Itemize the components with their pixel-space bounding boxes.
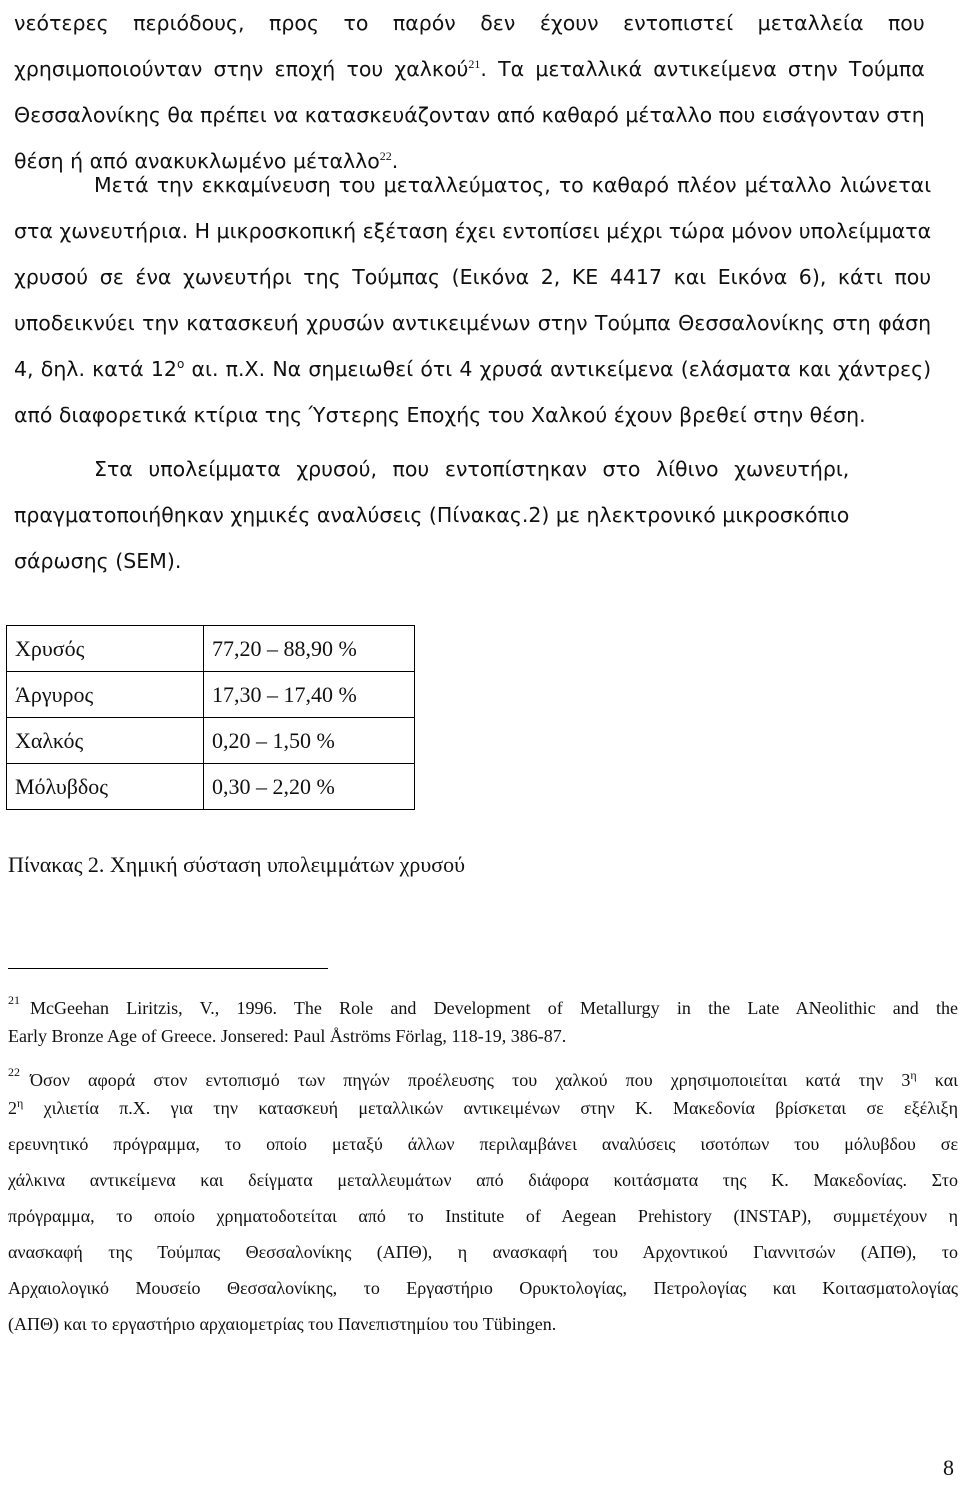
text-line: από διαφορετικά κτίρια της Ύστερης Εποχής του Χαλκού έχουν βρεθεί στην θέση. [14,403,866,427]
range-cell: 0,30 – 2,20 % [204,764,415,810]
text-line: υποδεικνύει την κατασκευή χρυσών αντικειμένων στην Τούμπα Θεσσαλονίκης στη φάση [14,311,932,335]
text-line: θέση ή από ανακυκλωμένο μέταλλο$^{22}$. [14,149,399,173]
footnote-22-line: ανασκαφή της Τούμπας Θεσσαλονίκης (ΑΠΘ), η ανασκαφή του Αρχοντικού Γιαννιτσών (ΑΠΘ), το [8,1242,958,1262]
text-line: Μετά την εκκαμίνευση του μεταλλεύματος, το καθαρό πλέον μέταλλο λιώνεται [94,173,932,197]
text-line: Θεσσαλονίκης θα πρέπει να κατασκευάζονταν από καθαρό μέταλλο που εισάγονταν στη [14,103,925,127]
text-line: χρυσού σε ένα χωνευτήρι της Τούμπας (Εικόνα 2, ΚΕ 4417 και Εικόνα 6), κάτι που [14,265,932,289]
element-cell: Χαλκός [7,718,204,764]
paragraph-1 [14,0,925,184]
footnote-22-line: χάλκινα αντικείμενα και δείγματα μεταλλευμάτων από διάφορα κοιτάσματα της Κ. Μακεδονίας. Στο [8,1170,958,1190]
text-line: πραγματοποιήθηκαν χημικές αναλύσεις (Πίνακας.2) με ηλεκτρονικό μικροσκόπιο [14,503,850,527]
text-line: χρησιμοποιούνταν στην εποχή του χαλκού$^{21}$. Τα μεταλλικά αντικείμενα στην Τούμπα [14,57,925,81]
range-cell: 77,20 – 88,90 % [204,626,415,672]
text-line: 4, δηλ. κατά $12^o$ αι. π.Χ. Να σημειωθεί ότι 4 χρυσά αντικείμενα (ελάσματα και χάντρες) [14,357,932,381]
table-row [7,672,415,718]
footnote-mark: 21 [8,993,20,1007]
footnote-22-line: (ΑΠΘ) και το εργαστήριο αρχαιομετρίας του Πανεπιστημίου του Tübingen. [8,1314,557,1334]
element-cell: Άργυρος [7,672,204,718]
text-line: νεότερες περιόδους, προς το παρόν δεν έχουν εντοπιστεί μεταλλεία που [14,11,925,35]
footnote-21-line: Early Bronze Age of Greece. Jonsered: Paul Åströms Förlag, 118-19, 386-87. [8,1026,567,1046]
footnote-divider [8,968,328,969]
footnote-mark: 22 [8,1065,20,1079]
superscript-o: ο [176,357,185,372]
footnote-22-line: $^{22}$ Όσον αφορά στον εντοπισμό των πηγών προέλευσης του χαλκού που χρησιμοποιείται κατά την $3^\eta$ και [8,1065,958,1090]
footnote-22-line: πρόγραμμα, το οποίο χρηματοδοτείται από το Institute of Aegean Prehistory (INSTAP), συμμετέχουν η [8,1206,958,1226]
range-cell: 0,20 – 1,50 % [204,718,415,764]
range-cell: 17,30 – 17,40 % [204,672,415,718]
paragraph-3 [14,446,849,584]
footnote-22-line: $2^\eta$ χιλιετία π.Χ. για την κατασκευή μεταλλικών αντικειμένων στην Κ. Μακεδονία βρίσκεται σε εξέλιξη [8,1096,958,1118]
page-number: 8 [943,1455,954,1480]
text-line: σάρωσης (SEM). [14,549,182,573]
table-row [7,764,415,810]
footnote-22-line: ερευνητικό πρόγραμμα, το οποίο μεταξύ άλλων περιλαμβάνει αναλύσεις ισοτόπων του μόλυβδου σε [8,1134,958,1154]
table-caption: Πίνακας 2. Χημική σύσταση υπολειμμάτων χρυσού [8,852,466,877]
table-row [7,718,415,764]
footnote-ref-21[interactable]: 21 [468,57,481,72]
text-line: Στα υπολείμματα χρυσού, που εντοπίστηκαν στο λίθινο χωνευτήρι, [94,457,850,481]
footnotes [8,982,958,1342]
element-cell: Μόλυβδος [7,764,204,810]
composition-table [6,625,415,810]
footnote-ref-22[interactable]: 22 [379,149,392,164]
text-line: στα χωνευτήρια. Η μικροσκοπική εξέταση έχει εντοπίσει μέχρι τώρα μόνον υπολείμματα [14,219,932,243]
table-row [7,626,415,672]
paragraph-2 [14,162,931,438]
element-cell: Χρυσός [7,626,204,672]
footnote-22-line: Αρχαιολογικό Μουσείο Θεσσαλονίκης, το Εργαστήριο Ορυκτολογίας, Πετρολογίας και Κοιτασματολογίας [8,1278,958,1298]
footnote-21-line: $^{21}$ McGeehan Liritzis, V., 1996. The Role and Development of Metallurgy in the Late ANeolithic and the [8,993,958,1018]
